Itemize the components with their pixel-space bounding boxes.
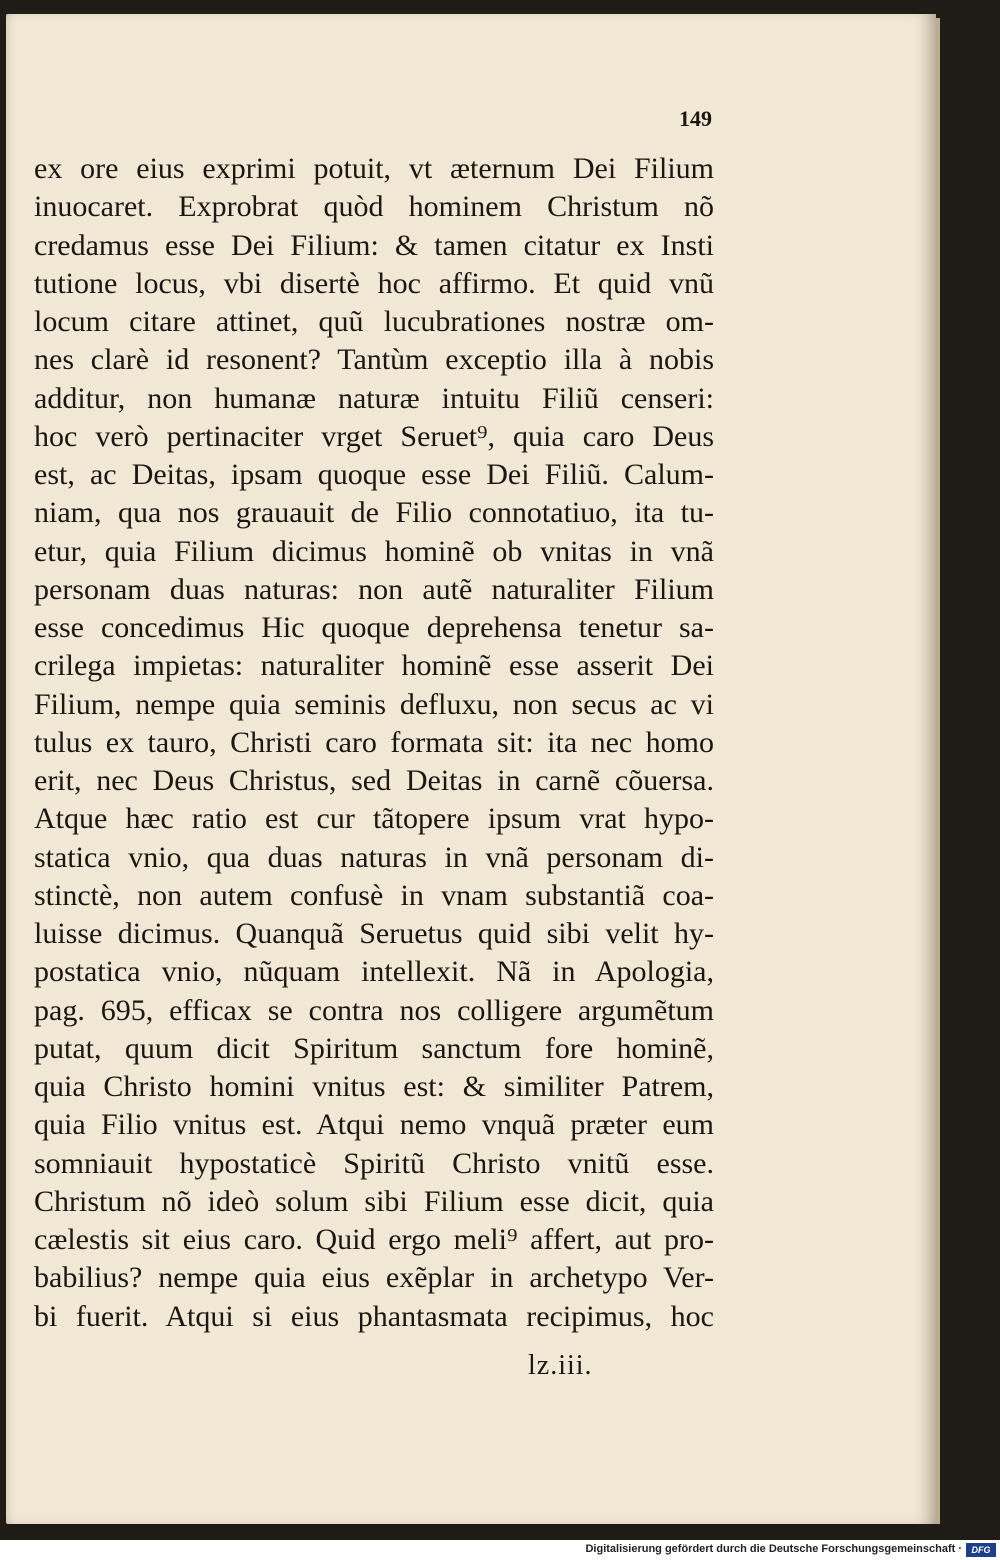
text-line: personam duas naturas: non autẽ naturaliter Filium bbox=[34, 572, 714, 606]
text-line: statica vnio, qua duas naturas in vnã personam di- bbox=[34, 840, 714, 874]
text-line: hoc verò pertinaciter vrget Seruet⁹, quia caro Deus bbox=[34, 419, 714, 453]
text-line: etur, quia Filium dicimus hominẽ ob vnitas in vnã bbox=[34, 534, 714, 568]
text-line: babilius? nempe quia eius exẽplar in archetypo Ver- bbox=[34, 1261, 714, 1295]
text-line: nes clarè id resonent? Tantùm exceptio illa à nobis bbox=[34, 343, 714, 377]
text-line: erit, nec Deus Christus, sed Deitas in carnẽ cõuersa. bbox=[34, 764, 714, 797]
text-line: somniauit hypostaticè Spiritũ Christo vnitũ esse. bbox=[34, 1146, 714, 1180]
text-line: locum citare attinet, quũ lucubrationes nostræ om- bbox=[34, 305, 714, 338]
dfg-logo: DFG bbox=[966, 1543, 996, 1557]
text-line: inuocaret. Exprobrat quòd hominem Christum nõ bbox=[34, 190, 714, 224]
text-line: est, ac Deitas, ipsam quoque esse Dei Filiũ. Calum- bbox=[34, 458, 714, 491]
page-edge bbox=[936, 18, 940, 1524]
text-line: credamus esse Dei Filium: & tamen citatur ex Insti bbox=[34, 228, 714, 262]
text-line: niam, qua nos grauauit de Filio connotatiuo, ita tu- bbox=[34, 496, 714, 530]
text-line: Filium, nempe quia seminis defluxu, non secus ac vi bbox=[34, 687, 714, 721]
text-line: tulus ex tauro, Christi caro formata sit: ita nec homo bbox=[34, 725, 714, 759]
text-line: crilega impietas: naturaliter hominẽ esse asserit Dei bbox=[34, 649, 714, 683]
text-line: quia Christo homini vnitus est: & similiter Patrem, bbox=[34, 1070, 714, 1103]
text-line: Christum nõ ideò solum sibi Filium esse dicit, quia bbox=[34, 1184, 714, 1218]
text-line: cælestis sit eius caro. Quid ergo meli⁹ affert, aut pro- bbox=[34, 1223, 714, 1256]
footer-bar bbox=[0, 1540, 1000, 1560]
text-line: luisse dicimus. Quanquã Seruetus quid sibi velit hy- bbox=[34, 917, 714, 950]
text-line: putat, quum dicit Spiritum sanctum fore hominẽ, bbox=[34, 1031, 714, 1065]
page-number: 149 bbox=[679, 106, 712, 131]
text-line: additur, non humanæ naturæ intuitu Filiũ censeri: bbox=[34, 381, 714, 415]
body-text bbox=[34, 150, 714, 1336]
text-line: ex ore eius exprimi potuit, vt æternum Dei Filium bbox=[34, 152, 714, 185]
text-line: tutione locus, vbi disertè hoc affirmo. Et quid vnũ bbox=[34, 266, 714, 300]
text-line: bi fuerit. Atqui si eius phantasmata recipimus, hoc bbox=[34, 1299, 714, 1333]
text-line: stinctè, non autem confusè in vnam substantiã coa- bbox=[34, 878, 714, 912]
text-line: pag. 695, efficax se contra nos colligere argumẽtum bbox=[34, 993, 714, 1027]
text-line: esse concedimus Hic quoque deprehensa tenetur sa- bbox=[34, 611, 714, 644]
text-line: Atque hæc ratio est cur tãtopere ipsum vrat hypo- bbox=[34, 802, 714, 836]
signature-mark: lz.iii. bbox=[528, 1350, 593, 1381]
funding-notice: Digitalisierung gefördert durch die Deutsche Forschungsgemeinschaft · bbox=[585, 1543, 962, 1555]
text-line: postatica vnio, nũquam intellexit. Nã in Apologia, bbox=[34, 955, 714, 989]
text-line: quia Filio vnitus est. Atqui nemo vnquã præter eum bbox=[34, 1108, 714, 1142]
